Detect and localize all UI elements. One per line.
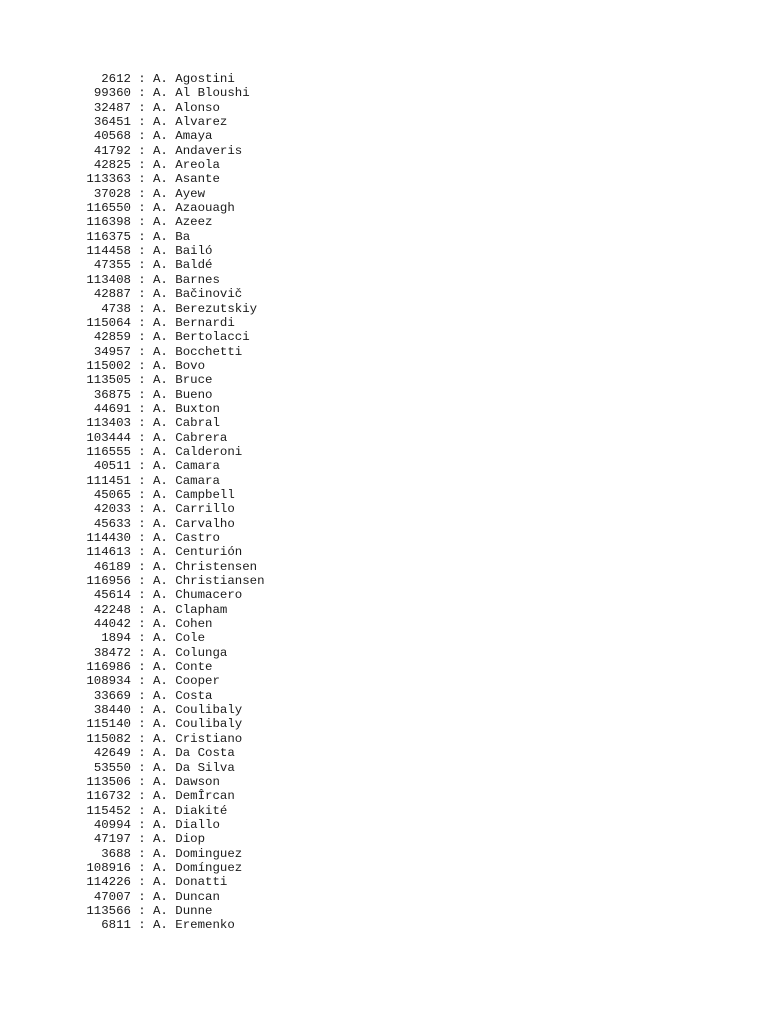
- list-item: [86, 445, 265, 459]
- entry-name: A. Carvalho: [153, 516, 235, 531]
- entry-id: 47197: [93, 832, 131, 847]
- entry-id: 116986: [86, 660, 131, 675]
- entry-id: 33669: [93, 688, 131, 703]
- entry-id: 113505: [86, 373, 131, 388]
- entry-id: 115452: [86, 803, 131, 818]
- entry-name: A. Da Costa: [153, 746, 235, 761]
- entry-id: 1894: [101, 631, 131, 646]
- entry-id: 115140: [86, 717, 131, 732]
- list-item: [86, 588, 265, 602]
- entry-id: 114226: [86, 875, 131, 890]
- entry-id: 2612: [101, 72, 131, 86]
- entry-name: A. Centurión: [153, 545, 243, 560]
- entry-name: A. Cole: [153, 631, 206, 646]
- list-item: [86, 488, 265, 502]
- entry-separator: :: [138, 717, 146, 732]
- entry-name: A. Duncan: [153, 889, 220, 904]
- entry-separator: :: [138, 100, 146, 115]
- list-item: [86, 172, 265, 186]
- list-item: [86, 144, 265, 158]
- list-item: [86, 847, 265, 861]
- entry-name: A. Barnes: [153, 272, 220, 287]
- entry-id: 37028: [93, 186, 131, 201]
- list-item: [86, 818, 265, 832]
- entry-separator: :: [138, 487, 146, 502]
- entry-id: 38440: [93, 703, 131, 718]
- entry-id: 42248: [93, 602, 131, 617]
- entry-name: A. Ayew: [153, 186, 206, 201]
- entry-name: A. Amaya: [153, 129, 213, 144]
- entry-name: A. Cohen: [153, 617, 213, 632]
- entry-separator: :: [138, 875, 146, 890]
- entry-id: 36451: [93, 115, 131, 130]
- entry-name: A. Bačinovič: [153, 287, 243, 302]
- entry-name: A. Azeez: [153, 215, 213, 230]
- entry-separator: :: [138, 129, 146, 144]
- entry-name: A. Calderoni: [153, 444, 243, 459]
- entry-separator: :: [138, 72, 146, 86]
- list-item: [86, 287, 265, 301]
- list-item: [86, 775, 265, 789]
- entry-separator: :: [138, 774, 146, 789]
- list-item: [86, 187, 265, 201]
- entry-name: A. Diallo: [153, 817, 220, 832]
- entry-separator: :: [138, 617, 146, 632]
- entry-separator: :: [138, 731, 146, 746]
- entry-separator: :: [138, 330, 146, 345]
- list-item: [86, 302, 265, 316]
- list-item: [86, 129, 265, 143]
- list-item: [86, 646, 265, 660]
- list-item: [86, 474, 265, 488]
- entry-separator: :: [138, 444, 146, 459]
- list-item: [86, 574, 265, 588]
- entry-separator: :: [138, 143, 146, 158]
- list-item: [86, 201, 265, 215]
- entry-name: A. Bruce: [153, 373, 213, 388]
- entry-name: A. Chumacero: [153, 588, 243, 603]
- entry-separator: :: [138, 746, 146, 761]
- list-item: [86, 244, 265, 258]
- list-item: [86, 904, 265, 918]
- entry-separator: :: [138, 401, 146, 416]
- entry-id: 116550: [86, 201, 131, 216]
- entry-separator: :: [138, 172, 146, 187]
- entry-id: 44042: [93, 617, 131, 632]
- entry-separator: :: [138, 588, 146, 603]
- entry-id: 108916: [86, 860, 131, 875]
- entry-id: 116956: [86, 574, 131, 589]
- entry-name: A. Dawson: [153, 774, 220, 789]
- list-item: [86, 402, 265, 416]
- entry-separator: :: [138, 559, 146, 574]
- entry-name: A. Bueno: [153, 387, 213, 402]
- entry-name: A. Colunga: [153, 645, 228, 660]
- entry-separator: :: [138, 201, 146, 216]
- entry-name: A. Clapham: [153, 602, 228, 617]
- entry-separator: :: [138, 502, 146, 517]
- list-item: [86, 388, 265, 402]
- list-item: [86, 345, 265, 359]
- list-item: [86, 861, 265, 875]
- entry-id: 44691: [93, 401, 131, 416]
- list-item: [86, 330, 265, 344]
- entry-separator: :: [138, 703, 146, 718]
- entry-separator: :: [138, 358, 146, 373]
- player-list: [86, 72, 265, 933]
- entry-id: 42887: [93, 287, 131, 302]
- entry-name: A. Costa: [153, 688, 213, 703]
- entry-name: A. Bocchetti: [153, 344, 243, 359]
- entry-name: A. Alvarez: [153, 115, 228, 130]
- entry-name: A. Christiansen: [153, 574, 265, 589]
- list-item: [86, 875, 265, 889]
- entry-name: A. Buxton: [153, 401, 220, 416]
- entry-id: 32487: [93, 100, 131, 115]
- entry-name: A. DemÎrcan: [153, 789, 235, 804]
- entry-id: 108934: [86, 674, 131, 689]
- entry-name: A. Bailó: [153, 244, 213, 259]
- entry-name: A. Bovo: [153, 358, 206, 373]
- entry-separator: :: [138, 602, 146, 617]
- list-item: [86, 459, 265, 473]
- list-item: [86, 215, 265, 229]
- entry-separator: :: [138, 416, 146, 431]
- list-item: [86, 603, 265, 617]
- entry-separator: :: [138, 889, 146, 904]
- entry-id: 53550: [93, 760, 131, 775]
- entry-name: A. Baldé: [153, 258, 213, 273]
- list-item: [86, 359, 265, 373]
- list-item: [86, 804, 265, 818]
- list-item: [86, 746, 265, 760]
- entry-separator: :: [138, 158, 146, 173]
- entry-id: 111451: [86, 473, 131, 488]
- entry-separator: :: [138, 631, 146, 646]
- entry-id: 42859: [93, 330, 131, 345]
- entry-separator: :: [138, 817, 146, 832]
- entry-name: A. Diakité: [153, 803, 228, 818]
- entry-name: A. Asante: [153, 172, 220, 187]
- list-item: [86, 502, 265, 516]
- list-item: [86, 732, 265, 746]
- entry-separator: :: [138, 287, 146, 302]
- list-item: [86, 617, 265, 631]
- entry-id: 116732: [86, 789, 131, 804]
- entry-separator: :: [138, 903, 146, 918]
- list-item: [86, 689, 265, 703]
- entry-id: 114430: [86, 531, 131, 545]
- entry-separator: :: [138, 760, 146, 775]
- entry-separator: :: [138, 473, 146, 488]
- entry-id: 41792: [93, 143, 131, 158]
- entry-separator: :: [138, 430, 146, 445]
- entry-name: A. Camara: [153, 473, 220, 488]
- list-item: [86, 717, 265, 731]
- list-item: [86, 158, 265, 172]
- entry-separator: :: [138, 531, 146, 545]
- list-item: [86, 273, 265, 287]
- entry-id: 103444: [86, 430, 131, 445]
- entry-separator: :: [138, 860, 146, 875]
- list-item: [86, 560, 265, 574]
- entry-separator: :: [138, 832, 146, 847]
- entry-id: 47355: [93, 258, 131, 273]
- entry-separator: :: [138, 918, 146, 933]
- entry-id: 45633: [93, 516, 131, 531]
- entry-separator: :: [138, 258, 146, 273]
- list-item: [86, 789, 265, 803]
- entry-id: 36875: [93, 387, 131, 402]
- entry-id: 42033: [93, 502, 131, 517]
- entry-id: 4738: [101, 301, 131, 316]
- entry-name: A. Ba: [153, 229, 191, 244]
- entry-separator: :: [138, 688, 146, 703]
- entry-name: A. Coulibaly: [153, 703, 243, 718]
- entry-id: 113566: [86, 903, 131, 918]
- entry-separator: :: [138, 315, 146, 330]
- entry-name: A. Camara: [153, 459, 220, 474]
- entry-separator: :: [138, 645, 146, 660]
- entry-id: 115002: [86, 358, 131, 373]
- entry-id: 34957: [93, 344, 131, 359]
- entry-id: 42649: [93, 746, 131, 761]
- entry-id: 113403: [86, 416, 131, 431]
- entry-name: A. Campbell: [153, 487, 235, 502]
- entry-name: A. Berezutskiy: [153, 301, 258, 316]
- entry-name: A. Azaouagh: [153, 201, 235, 216]
- entry-separator: :: [138, 545, 146, 560]
- list-item: [86, 674, 265, 688]
- entry-id: 99360: [93, 86, 131, 101]
- entry-name: A. Dominguez: [153, 846, 243, 861]
- entry-id: 6811: [101, 918, 131, 933]
- entry-id: 38472: [93, 645, 131, 660]
- entry-id: 116375: [86, 229, 131, 244]
- list-item: [86, 531, 265, 545]
- list-item: [86, 660, 265, 674]
- entry-separator: :: [138, 516, 146, 531]
- entry-id: 115082: [86, 731, 131, 746]
- entry-id: 45065: [93, 487, 131, 502]
- entry-name: A. Cristiano: [153, 731, 243, 746]
- list-item: [86, 86, 265, 100]
- entry-separator: :: [138, 244, 146, 259]
- entry-separator: :: [138, 846, 146, 861]
- entry-separator: :: [138, 660, 146, 675]
- entry-separator: :: [138, 803, 146, 818]
- entry-id: 113506: [86, 774, 131, 789]
- entry-separator: :: [138, 574, 146, 589]
- list-item: [86, 918, 265, 932]
- list-item: [86, 703, 265, 717]
- list-item: [86, 545, 265, 559]
- entry-separator: :: [138, 789, 146, 804]
- entry-id: 3688: [101, 846, 131, 861]
- entry-id: 114458: [86, 244, 131, 259]
- entry-id: 113363: [86, 172, 131, 187]
- list-item: [86, 416, 265, 430]
- entry-id: 116398: [86, 215, 131, 230]
- entry-name: A. Cooper: [153, 674, 220, 689]
- entry-separator: :: [138, 229, 146, 244]
- list-item: [86, 373, 265, 387]
- entry-name: A. Dunne: [153, 903, 213, 918]
- list-item: [86, 230, 265, 244]
- entry-id: 115064: [86, 315, 131, 330]
- entry-id: 46189: [93, 559, 131, 574]
- list-item: [86, 517, 265, 531]
- entry-name: A. Bernardi: [153, 315, 235, 330]
- entry-id: 45614: [93, 588, 131, 603]
- entry-id: 42825: [93, 158, 131, 173]
- entry-separator: :: [138, 674, 146, 689]
- list-item: [86, 832, 265, 846]
- entry-name: A. Conte: [153, 660, 213, 675]
- list-item: [86, 115, 265, 129]
- entry-name: A. Al Bloushi: [153, 86, 250, 101]
- entry-separator: :: [138, 387, 146, 402]
- list-item: [86, 631, 265, 645]
- entry-name: A. Donatti: [153, 875, 228, 890]
- entry-name: A. Agostini: [153, 72, 235, 86]
- entry-id: 40511: [93, 459, 131, 474]
- entry-separator: :: [138, 215, 146, 230]
- entry-separator: :: [138, 272, 146, 287]
- entry-separator: :: [138, 373, 146, 388]
- entry-name: A. Castro: [153, 531, 220, 545]
- entry-id: 47007: [93, 889, 131, 904]
- entry-separator: :: [138, 459, 146, 474]
- list-item: [86, 101, 265, 115]
- entry-name: A. Christensen: [153, 559, 258, 574]
- entry-separator: :: [138, 115, 146, 130]
- entry-name: A. Coulibaly: [153, 717, 243, 732]
- entry-name: A. Carrillo: [153, 502, 235, 517]
- entry-name: A. Cabrera: [153, 430, 228, 445]
- entry-separator: :: [138, 186, 146, 201]
- entry-separator: :: [138, 344, 146, 359]
- list-item: [86, 316, 265, 330]
- entry-separator: :: [138, 86, 146, 101]
- list-item: [86, 761, 265, 775]
- entry-name: A. Da Silva: [153, 760, 235, 775]
- entry-name: A. Diop: [153, 832, 206, 847]
- entry-id: 116555: [86, 444, 131, 459]
- list-item: [86, 72, 265, 86]
- entry-name: A. Andaveris: [153, 143, 243, 158]
- entry-name: A. Eremenko: [153, 918, 235, 933]
- entry-separator: :: [138, 301, 146, 316]
- entry-name: A. Alonso: [153, 100, 220, 115]
- entry-name: A. Bertolacci: [153, 330, 250, 345]
- entry-id: 114613: [86, 545, 131, 560]
- entry-name: A. Areola: [153, 158, 220, 173]
- list-item: [86, 258, 265, 272]
- entry-id: 113408: [86, 272, 131, 287]
- entry-id: 40568: [93, 129, 131, 144]
- entry-name: A. Cabral: [153, 416, 220, 431]
- list-item: [86, 890, 265, 904]
- entry-id: 40994: [93, 817, 131, 832]
- entry-name: A. Domínguez: [153, 860, 243, 875]
- list-item: [86, 431, 265, 445]
